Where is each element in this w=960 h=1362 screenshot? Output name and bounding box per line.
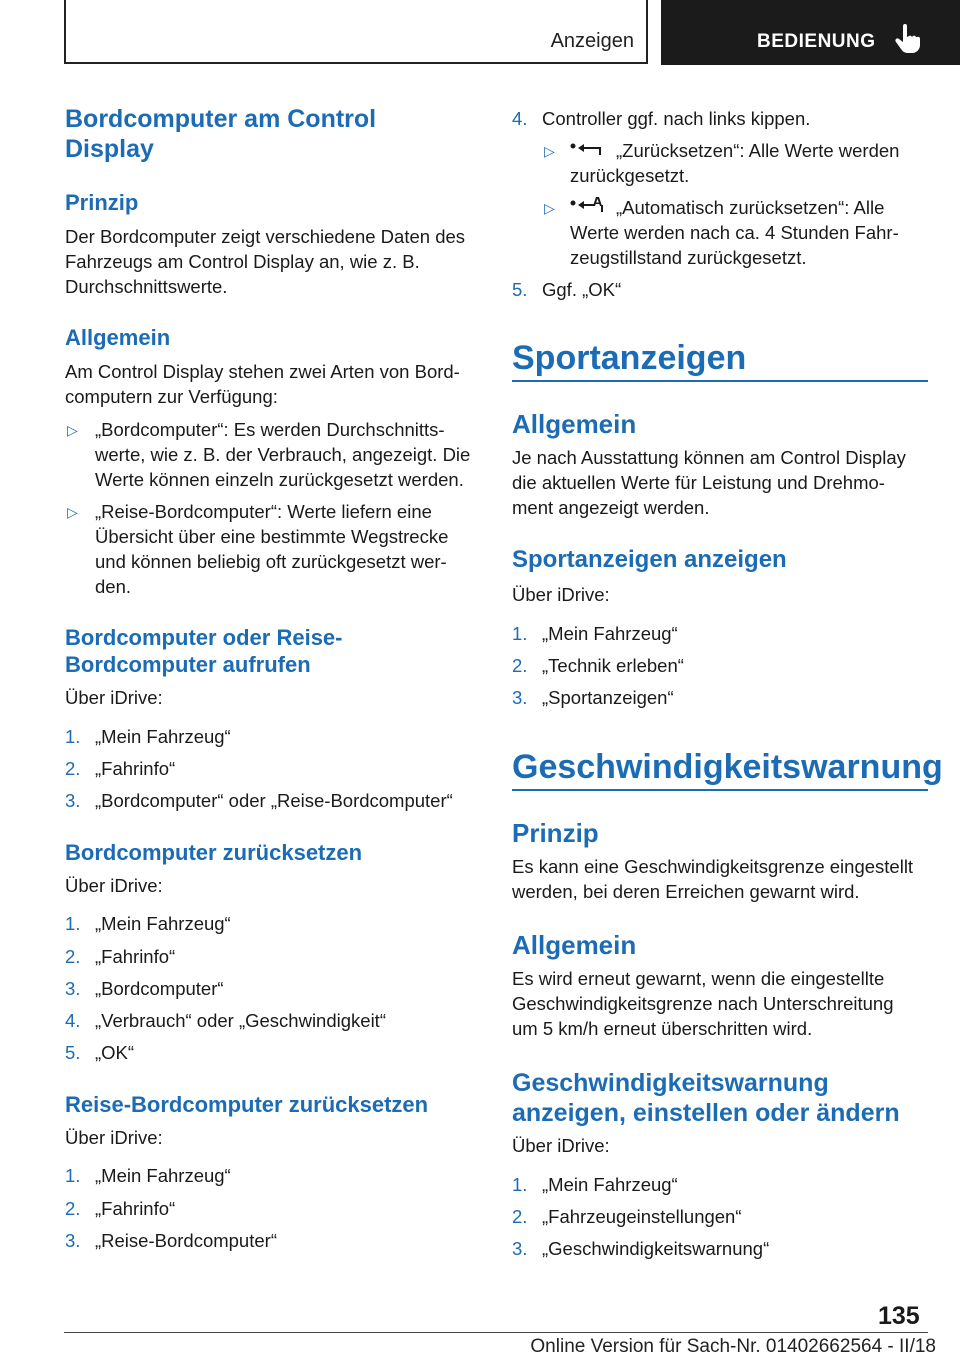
bullet-line: Übersicht über eine bestimmte Wegstrecke (95, 526, 449, 547)
bullet-line: werte, wie z. B. der Verbrauch, angezeigt. Die (95, 444, 471, 465)
prinzip-line: Fahrzeugs am Control Display an, wie z. B. (65, 251, 420, 272)
list-item (65, 1008, 485, 1033)
gw-allgemein-line: Es wird erneut gewarnt, wenn die eingestellte (512, 968, 885, 989)
gw-prinzip-line: werden, bei deren Erreichen gewarnt wird. (512, 881, 860, 902)
prinzip-line: Der Bordcomputer zeigt verschiedene Daten des (65, 226, 466, 247)
sport-show-intro: Über iDrive: (512, 584, 610, 605)
step-text: „Mein Fahrzeug“ (95, 913, 231, 934)
step-number: 1. (65, 1165, 81, 1186)
list-item (512, 277, 928, 302)
bullet-line: „Zurücksetzen“: Alle Werte werden (616, 140, 900, 161)
prinzip-heading: Prinzip (65, 190, 139, 215)
step-number: 2. (512, 1206, 528, 1227)
step-text: „Mein Fahrzeug“ (95, 1165, 231, 1186)
step-number: 3. (65, 1230, 81, 1251)
step-number: 3. (65, 978, 81, 999)
bullet-line: zurückgesetzt. (570, 165, 690, 186)
page-number: 135 (878, 1302, 920, 1330)
bullet-line: zeugstillstand zurückgesetzt. (570, 247, 807, 268)
step-number: 1. (65, 913, 81, 934)
step-number: 5. (65, 1042, 81, 1063)
step-number: 1. (65, 726, 81, 747)
list-item (65, 1163, 485, 1188)
list-item (65, 756, 485, 781)
allgemein-line: computern zur Verfügung: (65, 386, 278, 407)
section-divider (512, 789, 928, 791)
step-text: „Mein Fahrzeug“ (542, 1174, 678, 1195)
list-item (512, 1236, 928, 1261)
list-item (65, 788, 485, 813)
allgemein-line: Am Control Display stehen zwei Arten von Bord‐ (65, 361, 460, 382)
list-item (512, 621, 928, 646)
aufrufen-heading-line1: Bordcomputer oder Reise- (65, 625, 343, 650)
gw-allgemein-line: um 5 km/h erneut überschritten wird. (512, 1018, 813, 1039)
allgemein-heading: Allgemein (65, 325, 171, 350)
prinzip-line: Durchschnittswerte. (65, 276, 228, 297)
step-text: „Fahrinfo“ (95, 758, 176, 779)
list-item (512, 1204, 928, 1229)
sport-allgemein-line: ment angezeigt werden. (512, 497, 710, 518)
bullet-triangle-icon: ▷ (544, 200, 555, 216)
list-item (512, 653, 928, 678)
page-title-line2: Display (65, 135, 154, 163)
list-item (512, 106, 928, 131)
step-number: 1. (512, 1174, 528, 1195)
step-number: 2. (65, 758, 81, 779)
sport-allgemein-line: die aktuellen Werte für Leistung und Drehmo‐ (512, 472, 885, 493)
step-text: „Technik erleben“ (542, 655, 684, 676)
gw-allgemein-heading: Allgemein (512, 930, 637, 960)
bullet-triangle-icon: ▷ (67, 422, 78, 438)
aufrufen-intro: Über iDrive: (65, 687, 163, 708)
aufrufen-heading-line2: Bordcomputer aufrufen (65, 652, 311, 677)
gw-allgemein-line: Geschwindigkeitsgrenze nach Unterschreitung (512, 993, 894, 1014)
page-title-line1: Bordcomputer am Control (65, 105, 377, 133)
list-item (65, 1040, 485, 1065)
step-number: 4. (512, 108, 528, 129)
gw-prinzip-line: Es kann eine Geschwindigkeitsgrenze eingestellt (512, 856, 914, 877)
step-number: 5. (512, 279, 528, 300)
step-number: 4. (65, 1010, 81, 1031)
step-text: „Fahrinfo“ (95, 946, 176, 967)
step-text: „Bordcomputer“ oder „Reise-Bordcomputer“ (95, 790, 453, 811)
step-text: „Fahrzeugeinstellungen“ (542, 1206, 742, 1227)
step-number: 3. (65, 790, 81, 811)
list-item (542, 195, 928, 270)
list-item (65, 724, 485, 749)
step-text: „OK“ (95, 1042, 135, 1063)
reset-heading: Bordcomputer zurücksetzen (65, 840, 363, 865)
bullet-line: „Reise-Bordcomputer“: Werte liefern eine (95, 501, 432, 522)
bullet-line: „Automatisch zurücksetzen“: Alle (616, 197, 885, 218)
step-number: 2. (65, 1198, 81, 1219)
header-section-tab (64, 0, 648, 64)
footer-divider (64, 1332, 928, 1333)
step-text: „Mein Fahrzeug“ (95, 726, 231, 747)
gw-title: Geschwindigkeitswarnung (512, 748, 943, 786)
bullet-line: den. (95, 576, 132, 597)
bullet-line: Werte können einzeln zurückgesetzt werden. (95, 469, 464, 490)
header-chapter-tab (661, 0, 960, 65)
step-text: „Bordcomputer“ (95, 978, 224, 999)
list-item (65, 911, 485, 936)
sport-show-heading: Sportanzeigen anzeigen (512, 546, 787, 573)
step-text: „Verbrauch“ oder „Geschwindigkeit“ (95, 1010, 386, 1031)
gw-set-heading-line2: anzeigen, einstellen oder ändern (512, 1099, 900, 1127)
step-text: Controller ggf. nach links kippen. (542, 108, 811, 129)
footer-text: Online Version für Sach-Nr. 01402662564 - II/18 (530, 1336, 936, 1357)
step-text: „Geschwindigkeitswarnung“ (542, 1238, 770, 1259)
list-item (542, 138, 928, 188)
reise-reset-intro: Über iDrive: (65, 1127, 163, 1148)
gw-prinzip-heading: Prinzip (512, 818, 599, 848)
header-section-label: Anzeigen (550, 30, 634, 52)
auto-reset-arrow-icon (570, 195, 604, 215)
reise-reset-heading: Reise-Bordcomputer zurücksetzen (65, 1092, 429, 1117)
list-item (65, 1196, 485, 1221)
step-number: 1. (512, 623, 528, 644)
bullet-line: Werte werden nach ca. 4 Stunden Fahr‐ (570, 222, 899, 243)
list-item (65, 976, 485, 1001)
bullet-triangle-icon: ▷ (67, 504, 78, 520)
bullet-line: und können beliebig oft zurückgesetzt wer‐ (95, 551, 447, 572)
list-item (512, 685, 928, 710)
step-text: „Reise-Bordcomputer“ (95, 1230, 277, 1251)
reset-back-arrow-icon (570, 140, 604, 158)
step-number: 3. (512, 1238, 528, 1259)
list-item (65, 944, 485, 969)
step-text: „Sportanzeigen“ (542, 687, 674, 708)
gw-set-heading-line1: Geschwindigkeitswarnung (512, 1069, 829, 1097)
sport-allgemein-heading: Allgemein (512, 409, 637, 439)
bullet-triangle-icon: ▷ (544, 143, 555, 159)
section-divider (512, 380, 928, 382)
hand-pointer-icon (894, 24, 922, 54)
step-number: 2. (512, 655, 528, 676)
step-text: „Fahrinfo“ (95, 1198, 176, 1219)
list-item (65, 499, 485, 599)
gw-set-intro: Über iDrive: (512, 1135, 610, 1156)
list-item (512, 1172, 928, 1197)
step-text: Ggf. „OK“ (542, 279, 622, 300)
sport-title: Sportanzeigen (512, 339, 747, 377)
step-number: 3. (512, 687, 528, 708)
list-item (65, 1228, 485, 1253)
reset-intro: Über iDrive: (65, 875, 163, 896)
header-chapter-label: BEDIENUNG (757, 31, 876, 52)
bullet-line: „Bordcomputer“: Es werden Durchschnitts‐ (95, 419, 445, 440)
step-number: 2. (65, 946, 81, 967)
sport-allgemein-line: Je nach Ausstattung können am Control Display (512, 447, 906, 468)
list-item (65, 417, 485, 493)
step-text: „Mein Fahrzeug“ (542, 623, 678, 644)
